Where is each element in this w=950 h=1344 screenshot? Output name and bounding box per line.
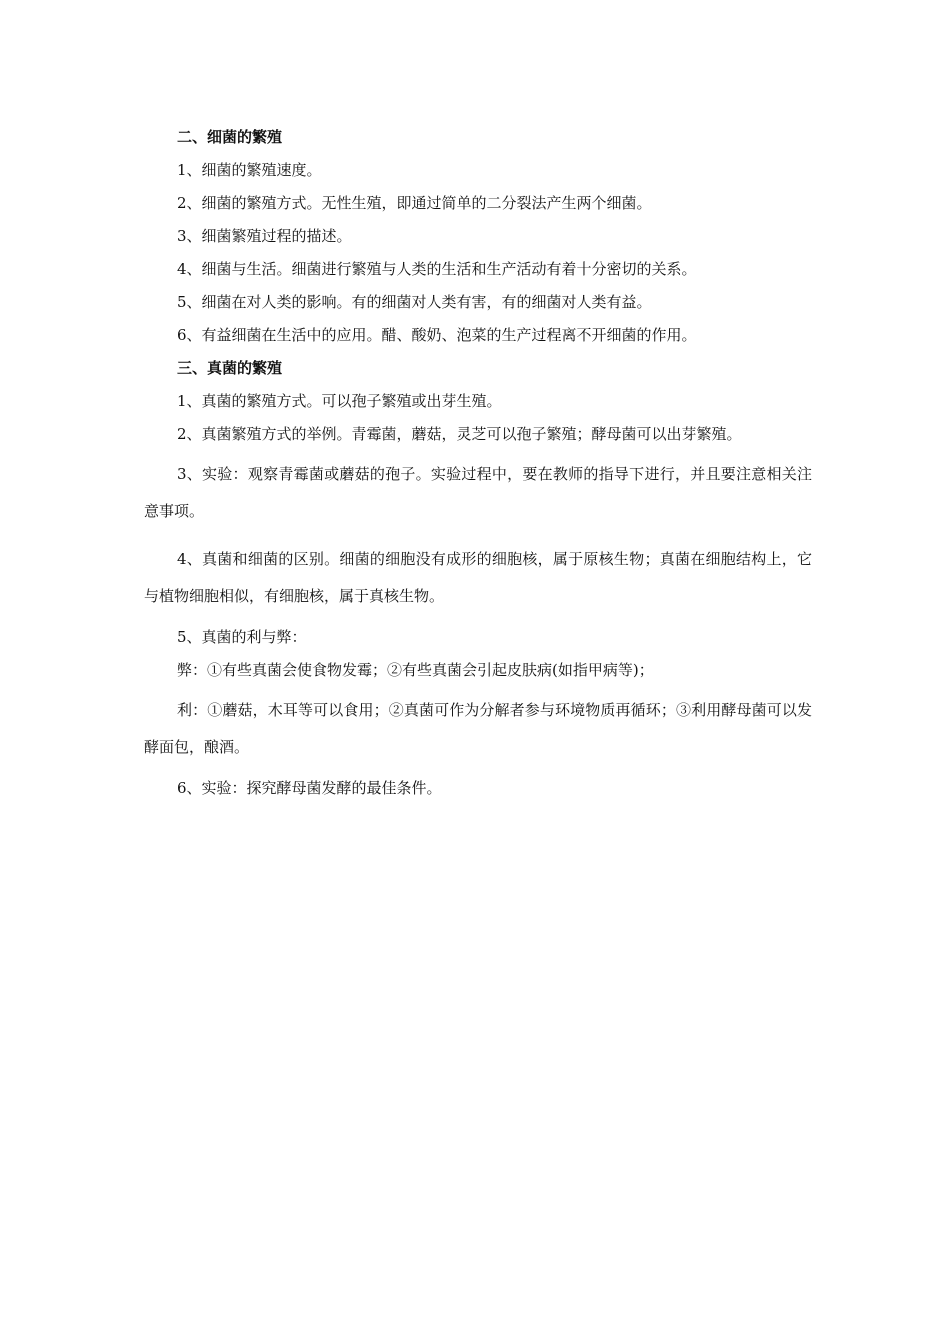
list-item: 利：①蘑菇，木耳等可以食用；②真菌可作为分解者参与环境物质再循环；③利用酵母菌可以发酵面包，酿酒。 (144, 701, 812, 756)
list-item: 2、细菌的繁殖方式。无性生殖，即通过简单的二分裂法产生两个细菌。 (177, 194, 652, 212)
list-item: 4、细菌与生活。细菌进行繁殖与人类的生活和生产活动有着十分密切的关系。 (177, 260, 697, 278)
list-item: 4、真菌和细菌的区别。细菌的细胞没有成形的细胞核，属于原核生物；真菌在细胞结构上，它与植物细胞相似，有细胞核，属于真核生物。 (144, 550, 812, 605)
list-item: 2、真菌繁殖方式的举例。青霉菌，蘑菇，灵芝可以孢子繁殖；酵母菌可以出芽繁殖。 (177, 425, 742, 443)
list-item: 弊：①有些真菌会使食物发霉；②有些真菌会引起皮肤病(如指甲病等)； (177, 661, 654, 679)
document-body (144, 126, 812, 810)
list-item: 3、细菌繁殖过程的描述。 (177, 227, 352, 245)
section-heading-fungi-reproduction: 三、真菌的繁殖 (177, 359, 283, 377)
list-item: 6、实验：探究酵母菌发酵的最佳条件。 (177, 779, 442, 797)
list-item: 1、真菌的繁殖方式。可以孢子繁殖或出芽生殖。 (177, 392, 502, 410)
list-item: 1、细菌的繁殖速度。 (177, 161, 322, 179)
list-item: 3、实验：观察青霉菌或蘑菇的孢子。实验过程中，要在教师的指导下进行，并且要注意相关注意事项。 (144, 465, 812, 520)
list-item: 5、真菌的利与弊： (177, 628, 307, 646)
section-heading-bacteria-reproduction: 二、细菌的繁殖 (177, 128, 283, 146)
list-item: 6、有益细菌在生活中的应用。醋、酸奶、泡菜的生产过程离不开细菌的作用。 (177, 326, 697, 344)
list-item: 5、细菌在对人类的影响。有的细菌对人类有害，有的细菌对人类有益。 (177, 293, 652, 311)
